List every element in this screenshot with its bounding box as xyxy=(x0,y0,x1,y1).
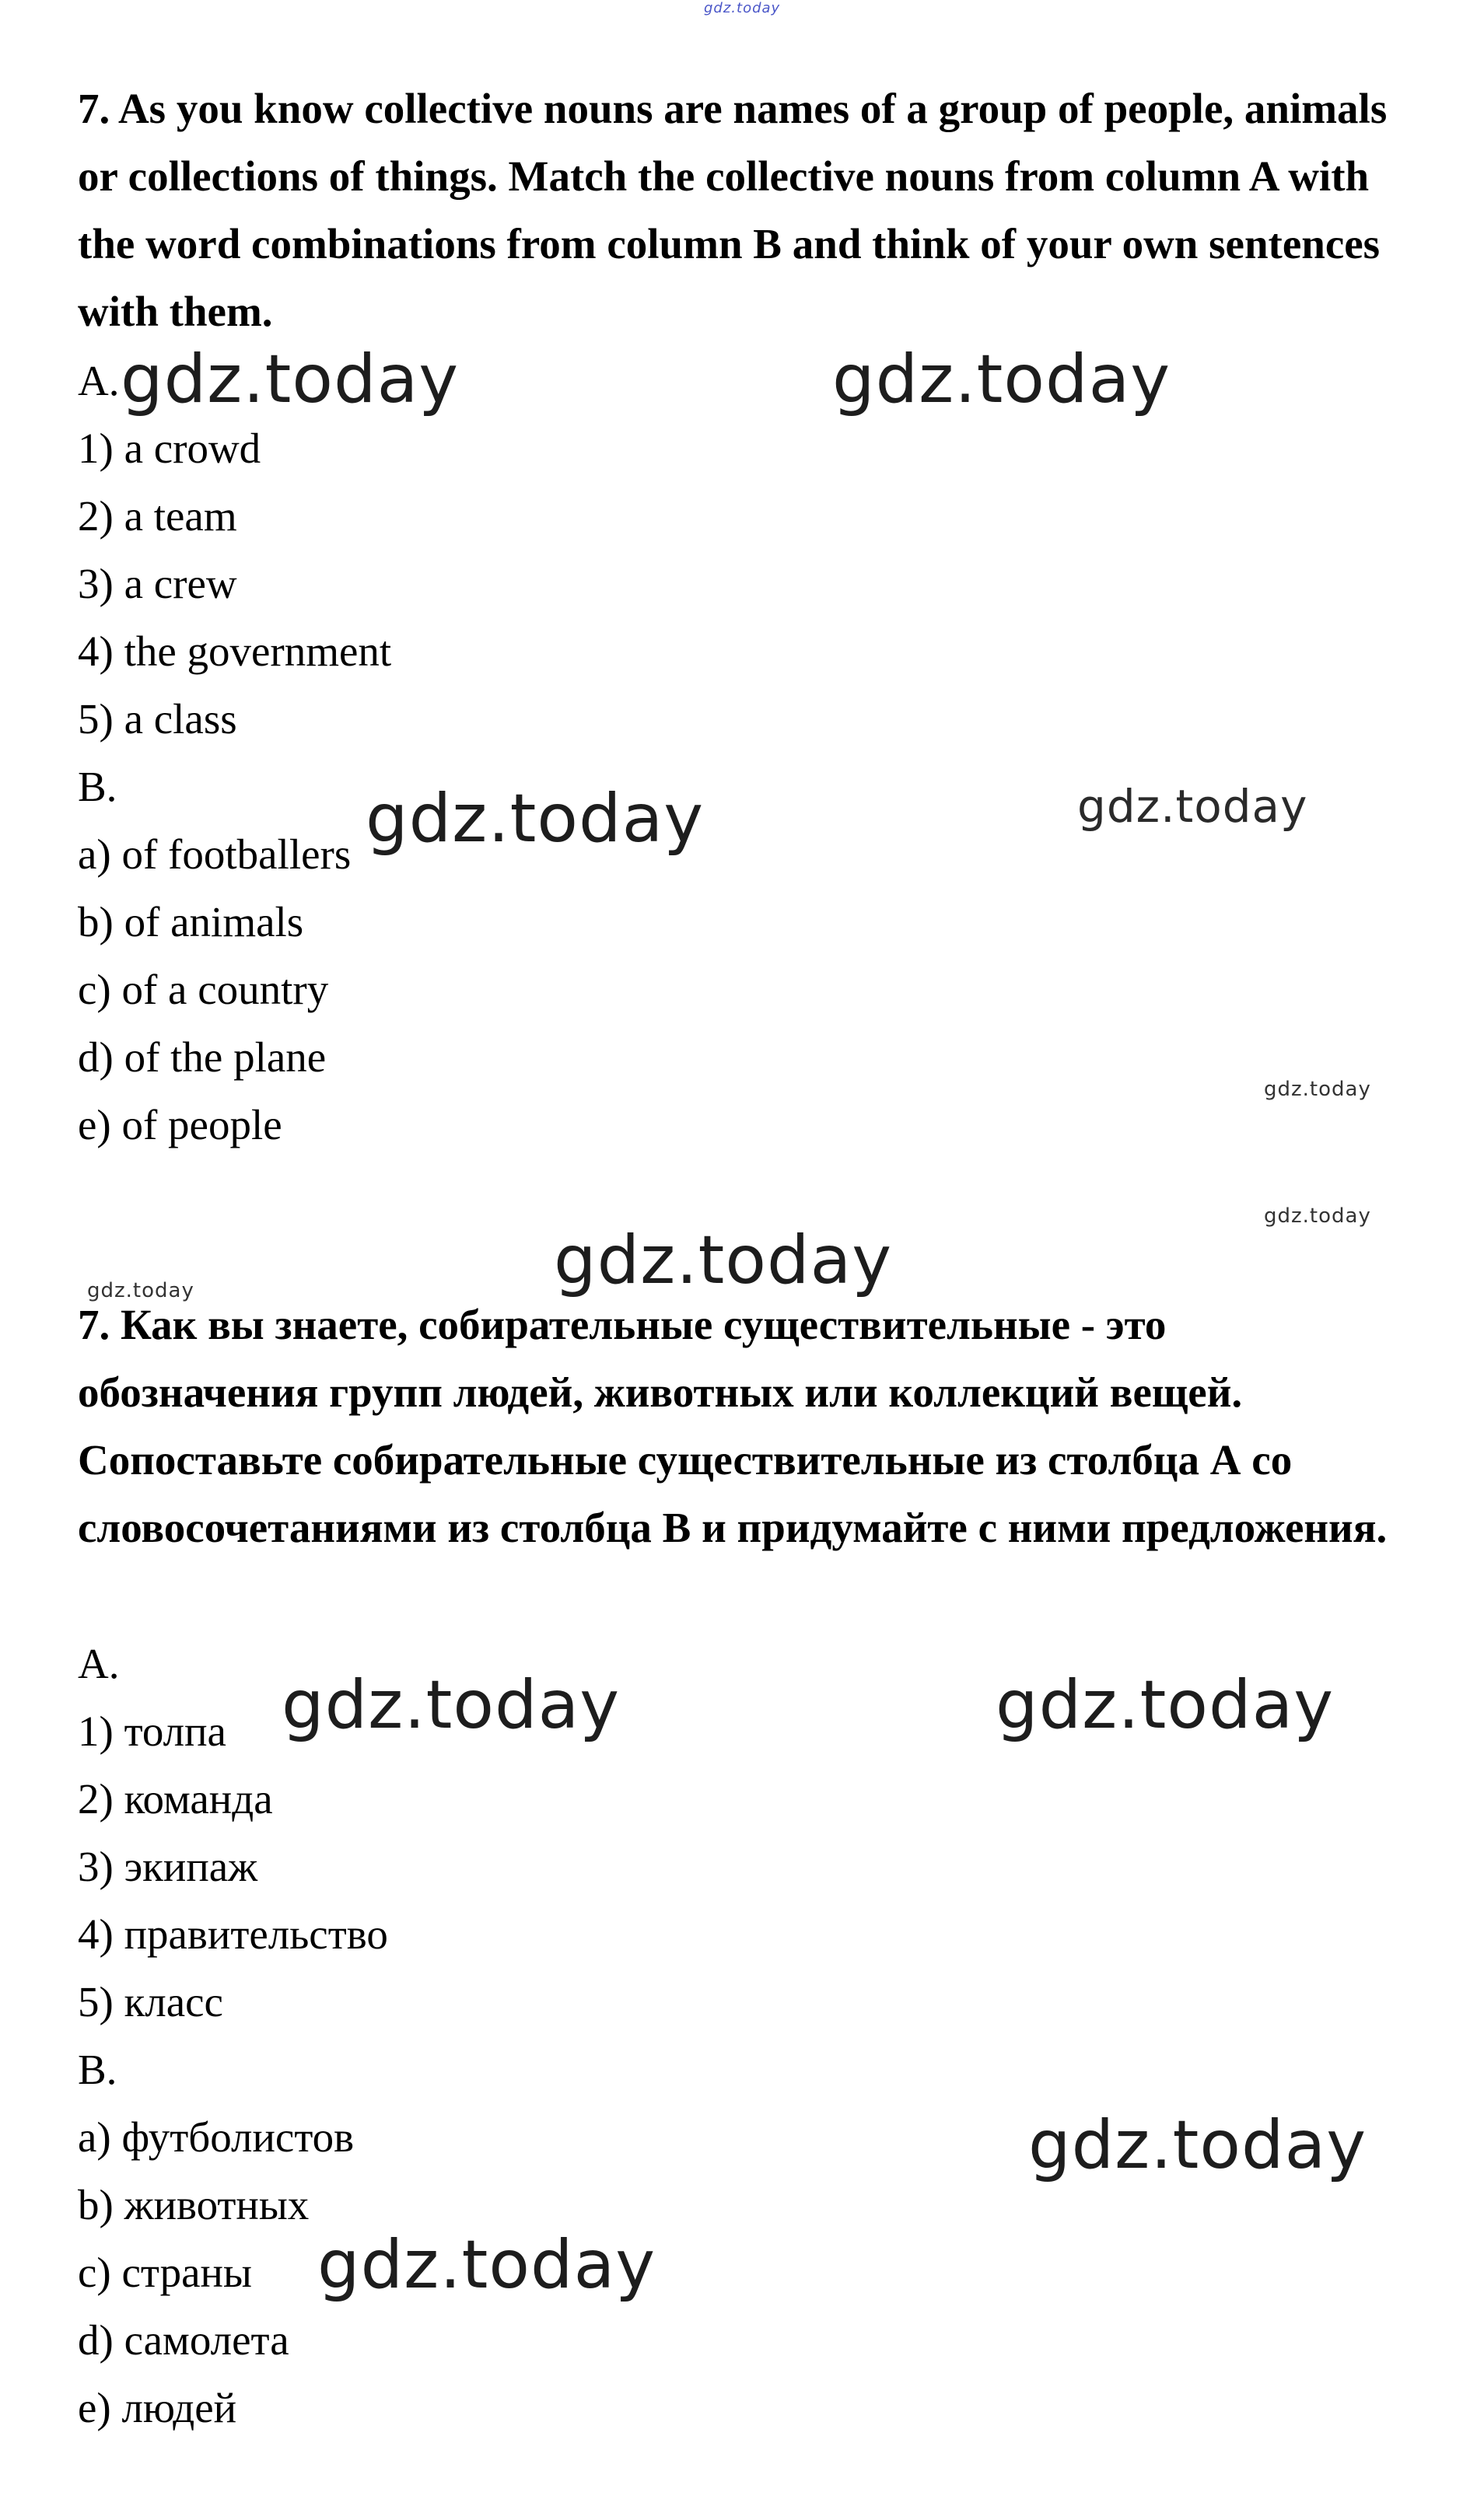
watermark: gdz.today xyxy=(1264,1204,1371,1228)
list-item: 5) a class xyxy=(78,695,237,743)
watermark: gdz.today xyxy=(282,1666,621,1744)
watermark: gdz.today xyxy=(121,341,460,418)
watermark: gdz.today xyxy=(366,780,705,858)
list-item: 4) правительство xyxy=(78,1910,388,1958)
list-item: 4) the government xyxy=(78,627,392,675)
list-item: c) страны xyxy=(78,2249,252,2296)
list-item: 3) экипаж xyxy=(78,1843,258,1890)
list-item: 3) a crew xyxy=(78,560,237,607)
exercise-heading-russian: 7. Как вы знаете, собирательные существительные - это обозначения групп людей, животных или коллекций вещей. Сопоставьте собирательные существительные из столбца А со словосочетаниями из столбца В и придумайте с ними предложения. xyxy=(78,1301,1388,1551)
watermark: gdz.today xyxy=(554,1222,893,1299)
list-item: b) животных xyxy=(78,2181,310,2228)
watermark-top: gdz.today xyxy=(704,0,781,16)
list-item: d) of the plane xyxy=(78,1033,327,1081)
watermark: gdz.today xyxy=(832,341,1171,418)
watermark: gdz.today xyxy=(87,1279,194,1302)
list-item: 2) команда xyxy=(78,1775,273,1823)
list-item: d) самолета xyxy=(78,2316,289,2364)
list-item: c) of a country xyxy=(78,966,329,1013)
watermark: gdz.today xyxy=(996,1666,1335,1744)
watermark: gdz.today xyxy=(1077,780,1308,833)
column-a-label: A. xyxy=(78,1640,120,1687)
list-item: a) of footballers xyxy=(78,830,352,878)
watermark: gdz.today xyxy=(317,2226,656,2304)
exercise-heading-english: 7. As you know collective nouns are names of a group of people, animals or collections of things. Match the collective nouns from column A with the word combinations from column B and think of your own sentences with them. xyxy=(78,85,1388,335)
list-item: b) of animals xyxy=(78,898,304,945)
watermark: gdz.today xyxy=(1028,2106,1367,2184)
list-item: 5) класс xyxy=(78,1978,223,2025)
list-item: 1) a crowd xyxy=(78,425,261,472)
column-b-label: B. xyxy=(78,763,117,810)
list-item: e) людей xyxy=(78,2384,237,2431)
list-item: 2) a team xyxy=(78,492,237,540)
column-b-label: B. xyxy=(78,2046,117,2093)
list-item: 1) толпа xyxy=(78,1707,226,1755)
list-item: e) of people xyxy=(78,1101,282,1148)
watermark: gdz.today xyxy=(1264,1078,1371,1101)
column-a-label: A. xyxy=(78,357,120,404)
list-item: a) футболистов xyxy=(78,2113,355,2161)
